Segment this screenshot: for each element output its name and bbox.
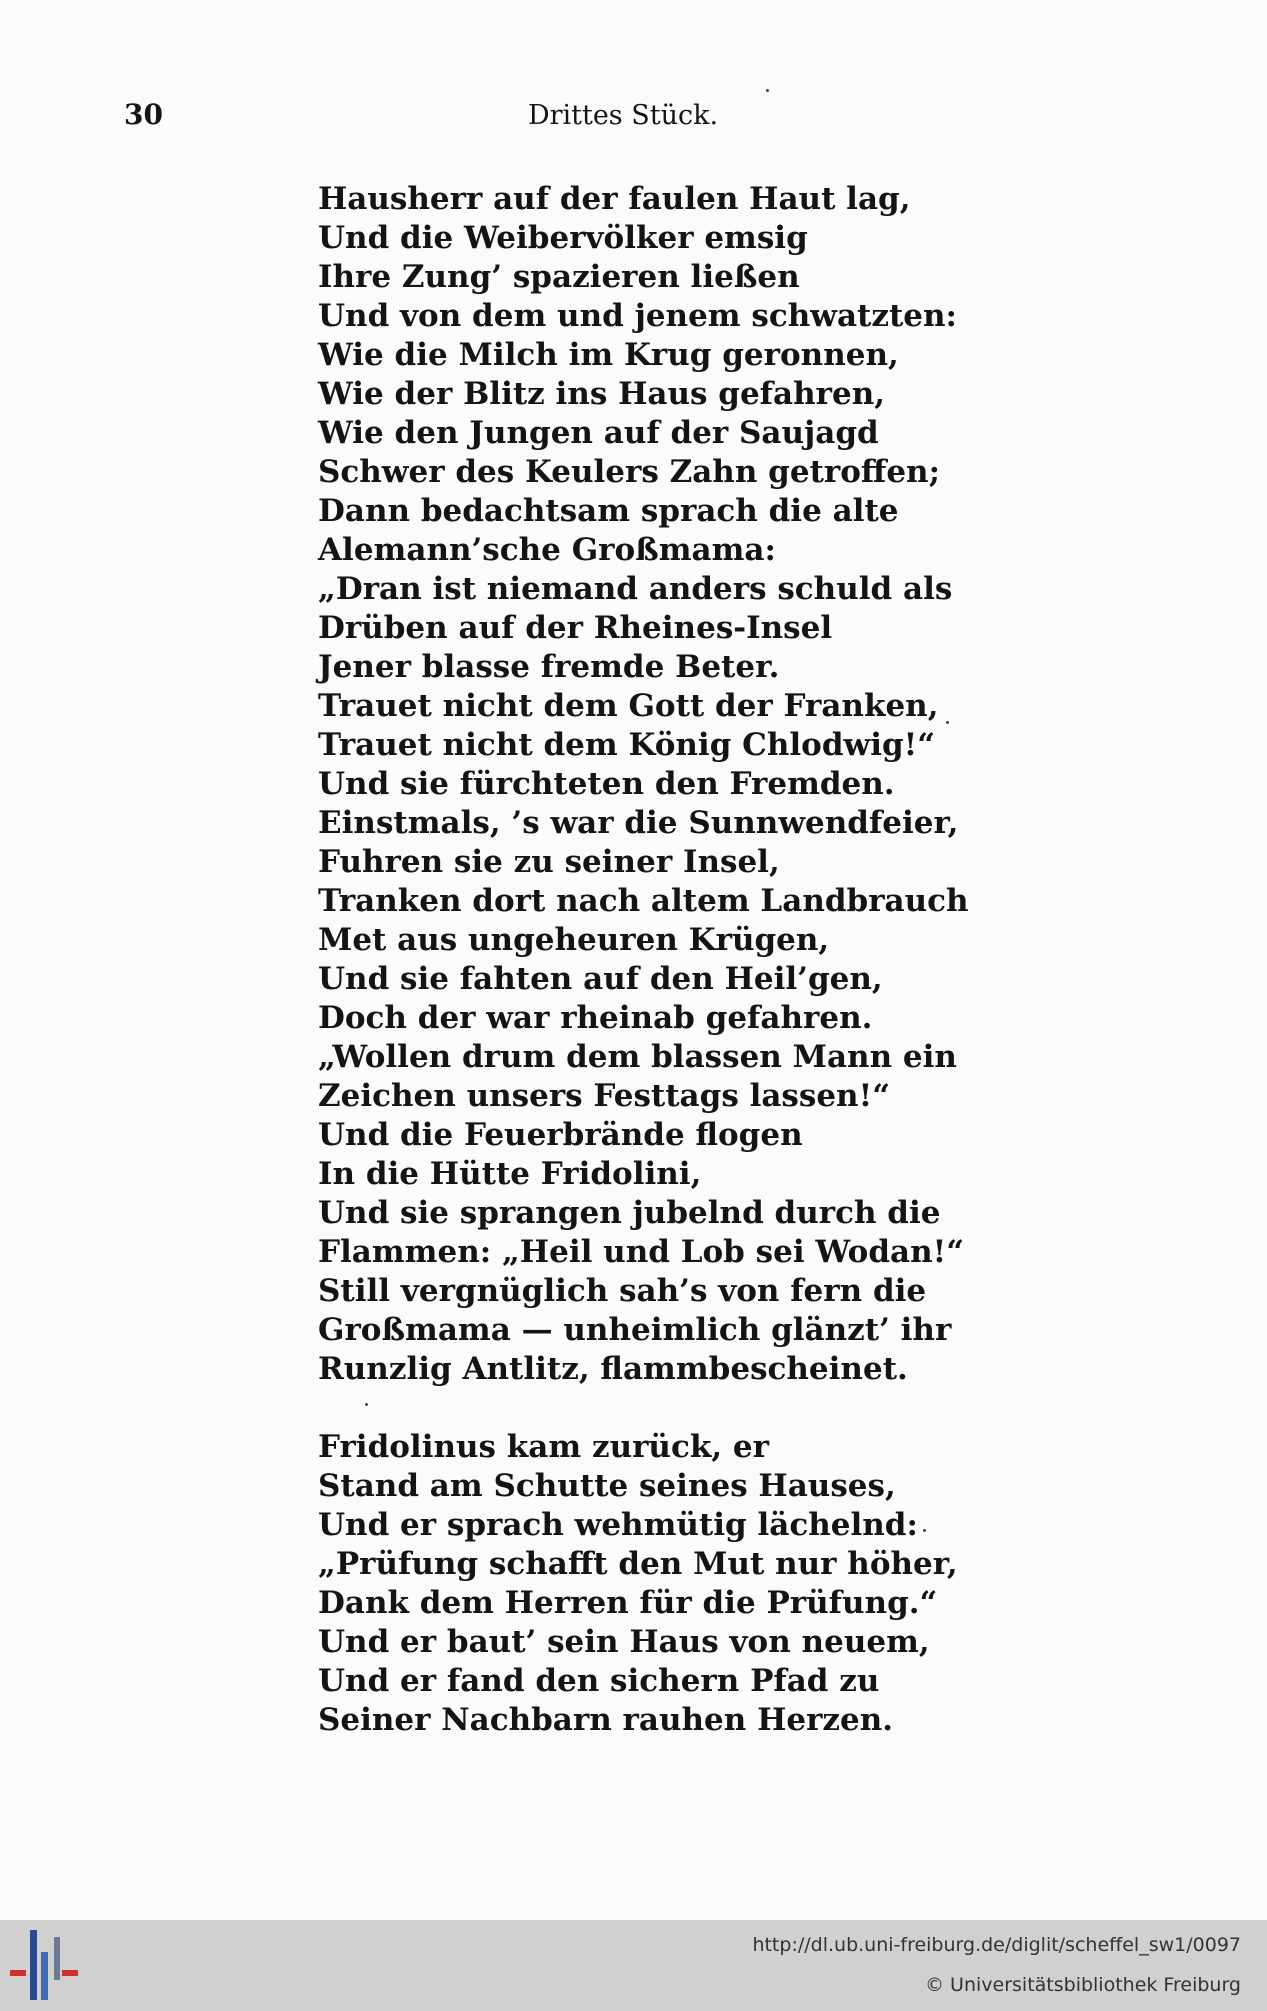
source-url: http://dl.ub.uni-freiburg.de/diglit/scheffel_sw1/0097	[752, 1934, 1241, 1956]
verse-line: Trauet nicht dem König Chlodwig!“	[318, 727, 936, 763]
verse-line: Wie den Jungen auf der Saujagd	[318, 415, 879, 451]
copyright-notice: © Universitätsbibliothek Freiburg	[925, 1974, 1241, 1996]
scan-speck	[766, 89, 769, 92]
verse-line: Und die Feuerbrände flogen	[318, 1117, 803, 1153]
verse-line: Stand am Schutte seines Hauses,	[318, 1468, 896, 1504]
verse-line: Flammen: „Heil und Lob sei Wodan!“	[318, 1234, 965, 1270]
verse-line: Wie die Milch im Krug geronnen,	[318, 337, 899, 373]
verse-line: Großmama — unheimlich glänzt’ ihr	[318, 1312, 952, 1348]
verse-line: Jener blasse fremde Beter.	[318, 649, 780, 685]
verse-line: Alemann’sche Großmama:	[318, 532, 776, 568]
verse-line: Wie der Blitz ins Haus gefahren,	[318, 376, 886, 412]
verse-line: Seiner Nachbarn rauhen Herzen.	[318, 1702, 894, 1738]
verse-line: Still vergnüglich sah’s von fern die	[318, 1273, 927, 1309]
verse-line: Und er sprach wehmütig lächelnd:	[318, 1507, 918, 1543]
verse-line: Und sie fürchteten den Fremden.	[318, 766, 895, 802]
verse-line: Dann bedachtsam sprach die alte	[318, 493, 899, 529]
verse-line: „Dran ist niemand anders schuld als	[318, 571, 953, 607]
page-number: 30	[124, 98, 163, 131]
verse-line: „Wollen drum dem blassen Mann ein	[318, 1039, 957, 1075]
footer-text	[752, 1925, 1241, 2005]
verse-line: Fridolinus kam zurück, er	[318, 1429, 769, 1465]
verse-line: Und er baut’ sein Haus von neuem,	[318, 1624, 930, 1660]
verse-line: Tranken dort nach altem Landbrauch	[318, 883, 969, 919]
scan-speck	[923, 1529, 926, 1532]
scan-speck	[946, 721, 949, 724]
verse-line: Und die Weibervölker emsig	[318, 220, 808, 256]
verse-line: Und sie fahten auf den Heil’gen,	[318, 961, 883, 997]
library-footer	[0, 1920, 1267, 2011]
verse-line: Doch der war rheinab gefahren.	[318, 1000, 873, 1036]
verse-line: Runzlig Antlitz, flammbescheinet.	[318, 1351, 908, 1387]
poem	[318, 180, 1138, 1740]
ub-freiburg-logo-icon	[8, 1920, 82, 2011]
stanza	[318, 1428, 1138, 1740]
verse-line: Trauet nicht dem Gott der Franken,	[318, 688, 939, 724]
verse-line: Fuhren sie zu seiner Insel,	[318, 844, 780, 880]
verse-line: Zeichen unsers Festtags lassen!“	[318, 1078, 891, 1114]
stanza	[318, 180, 1138, 1389]
verse-line: Dank dem Herren für die Prüfung.“	[318, 1585, 938, 1621]
verse-line: Und sie sprangen jubelnd durch die	[318, 1195, 941, 1231]
verse-line: Schwer des Keulers Zahn getroffen;	[318, 454, 941, 490]
verse-line: „Prüfung schafft den Mut nur höher,	[318, 1546, 958, 1582]
verse-line: Und er fand den sichern Pfad zu	[318, 1663, 880, 1699]
running-head: Drittes Stück.	[527, 100, 719, 131]
verse-line: Und von dem und jenem schwatzten:	[318, 298, 957, 334]
verse-line: Einstmals, ’s war die Sunnwendfeier,	[318, 805, 959, 841]
scan-speck	[365, 1403, 368, 1406]
verse-line: Hausherr auf der faulen Haut lag,	[318, 181, 911, 217]
verse-line: Ihre Zung’ spazieren ließen	[318, 259, 800, 295]
verse-line: Drüben auf der Rheines-Insel	[318, 610, 833, 646]
verse-line: Met aus ungeheuren Krügen,	[318, 922, 830, 958]
verse-line: In die Hütte Fridolini,	[318, 1156, 702, 1192]
